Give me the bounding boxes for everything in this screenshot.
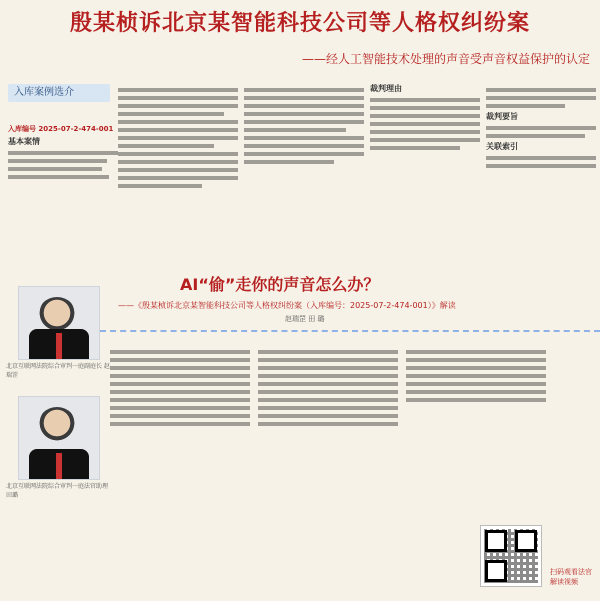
- column-4: [486, 84, 596, 264]
- photo-caption-1: 北京互联网法院综合审判一庭副庭长 赵瑞罡: [6, 363, 110, 379]
- column-3: [370, 84, 480, 264]
- page-subhead: ——经人工智能技术处理的声音受声音权益保护的认定: [301, 52, 590, 66]
- article-byline: 赵瑞罡 田 璐: [285, 315, 325, 323]
- case-summary: [8, 136, 118, 183]
- case-badge: 入库案例选介: [8, 84, 110, 102]
- case-id: 入库编号 2025-07-2-474-001: [8, 125, 114, 133]
- section-holding: 裁判要旨: [486, 112, 518, 121]
- section-index: 关联索引: [486, 142, 518, 151]
- article-title: AI“偷”走你的声音怎么办？: [180, 275, 380, 294]
- judge-photo-2: [18, 396, 100, 480]
- column-2: [244, 84, 364, 264]
- column-1: [118, 84, 238, 264]
- qr-code-icon[interactable]: [480, 525, 542, 587]
- section-reasoning: 裁判理由: [370, 84, 402, 93]
- article-col-1: [110, 346, 250, 586]
- article-subtitle: ——《殷某桢诉北京某智能科技公司等人格权纠纷案（入库编号：2025-07-2-474-001）》解读: [118, 301, 456, 310]
- qr-caption: 扫码观看法官解读视频: [550, 568, 592, 586]
- judge-photo-1: [18, 286, 100, 360]
- section-basic-facts: 基本案情: [8, 137, 40, 146]
- article-col-2: [258, 346, 398, 586]
- page-headline: 殷某桢诉北京某智能科技公司等人格权纠纷案: [69, 11, 530, 36]
- photo-caption-2: 北京互联网法院综合审判一庭法官助理 田璐: [6, 483, 109, 499]
